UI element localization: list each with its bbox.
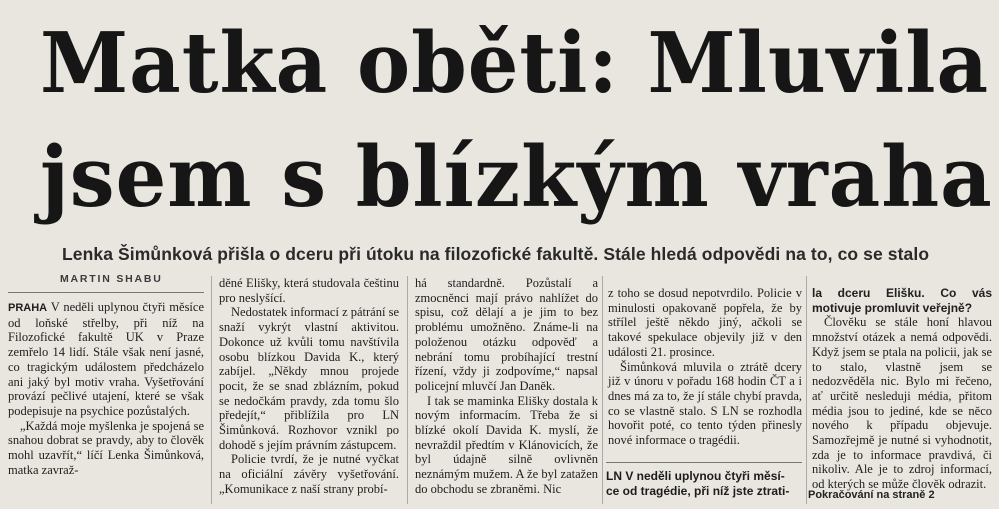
column-divider	[211, 276, 212, 504]
col2-paragraph-3: Policie tvrdí, že je nutné vyčkat na oficiální závěry vyšetřování. „Komunikace z naší strany probí-	[219, 452, 399, 496]
col3-paragraph-1: há standardně. Pozůstalí a zmocněnci mají právo nahlížet do spisu, což dělají a je jim to bez problému umožněno. Známe-li na položenou otázku odpověď a nebrání tomu probíhající trestní řízení, vždy ji zodpovíme,“ napsal policejní mluvčí Jan Daněk.	[415, 276, 598, 393]
column-4	[608, 286, 802, 448]
headline-line-2: jsem s blízkým vraha	[40, 128, 993, 226]
col2-paragraph-2: Nedostatek informací z pátrání se snaží vykrýt vlastní aktivitou. Dokonce už kvůli tomu navštívila osobu blízkou Davida K., který zabíjel. „Někdy mnou projede pocit, že se snad zblázním, pokud se nedočkám pravdy, zda tomu šlo předejít,“ přiblížila pro LN Šimůnková. Rozhovor vznikl po dohodě s jejím právním zástupcem.	[219, 305, 399, 452]
dateline: PRAHA	[8, 302, 48, 314]
column-3	[415, 276, 598, 497]
column-divider	[806, 276, 807, 504]
column-1	[8, 300, 204, 477]
col2-paragraph-1: děné Elišky, která studovala češtinu pro neslyšící.	[219, 276, 399, 305]
column-divider	[602, 276, 603, 504]
col5-paragraph-1: Člověku se stále honí hlavou množství otázek a nemá odpovědi. Když jsem se ptala na policii, jak se to stalo, vlastně jsem se nedozvěděla nic. Bylo mi řečeno, ať určitě nesleduji média, přitom média jsou to jediné, kde se něco nového k případu objevuje. Samozřejmě je nutné si vyhodnotit, zda je to informace pravdivá, či nikoliv. Ale je to zdroj informací, od kterých se může člověk odrazit.	[812, 315, 992, 492]
interview-question-line-1: LN V neděli uplynou čtyři měsí-	[606, 469, 785, 483]
col1-paragraph-2: „Každá moje myšlenka je spojená se snahou dobrat se pravdy, aby to člověk mohl uzavřít,“ líčí Lenka Šimůnková, matka zavraž-	[8, 418, 204, 477]
col4-paragraph-1: z toho se dosud nepotvrdilo. Policie v minulosti opakovaně popřela, že by střílel ještě někdo jiný, ačkoli se takové spekulace objevily již v den události 21. prosince.	[608, 286, 802, 359]
interview-question-line-2: ce od tragédie, při níž jste ztrati-	[606, 484, 790, 498]
col4-paragraph-2: Šimůnková mluvila o ztrátě dcery již v únoru v pořadu 168 hodin ČT a i dnes má za to, že jí stále chybí pravda, co se vlastně stalo. S LN se rozhodla hovořit poté, co tento týden přinesly nové informace o tragédii.	[608, 359, 802, 448]
headline-line-1: Matka oběti: Mluvila	[40, 14, 990, 112]
interview-question-box	[606, 462, 802, 499]
column-2	[219, 276, 399, 497]
col1-text-1: V neděli uplynou čtyři měsíce od loňské střelby, při níž na Filozofické fakultě UK v Praze zemřelo 14 lidí. Stále však není jasné, co tragickým událostem předcházelo ani jaký byl motiv vraha. Vyšetřování provází pečlivé utajení, které se však podepisuje na psychice pozůstalých.	[8, 300, 204, 418]
column-5	[812, 286, 992, 492]
interview-question: la dceru Elišku. Co vás motivuje promluvit veřejně?	[812, 286, 992, 315]
column-divider	[407, 276, 408, 504]
byline-rule	[8, 292, 204, 293]
lead-paragraph: Lenka Šimůnková přišla o dceru při útoku na filozofické fakultě. Stále hledá odpovědi na to, co se stalo	[62, 244, 930, 264]
byline: MARTIN SHABU	[60, 273, 163, 285]
col3-paragraph-2: I tak se maminka Elišky dostala k novým informacím. Třeba že si blízké okolí Davida K. myslí, že nevraždil předtím v Klánovicích, že byl údajně silně ovlivněn neznámým mužem. A že byl zatažen do obchodu se zbraněmi. Nic	[415, 393, 598, 496]
col1-paragraph-1	[8, 300, 204, 419]
headline	[40, 6, 993, 234]
continued-note: Pokračování na straně 2	[808, 489, 935, 501]
